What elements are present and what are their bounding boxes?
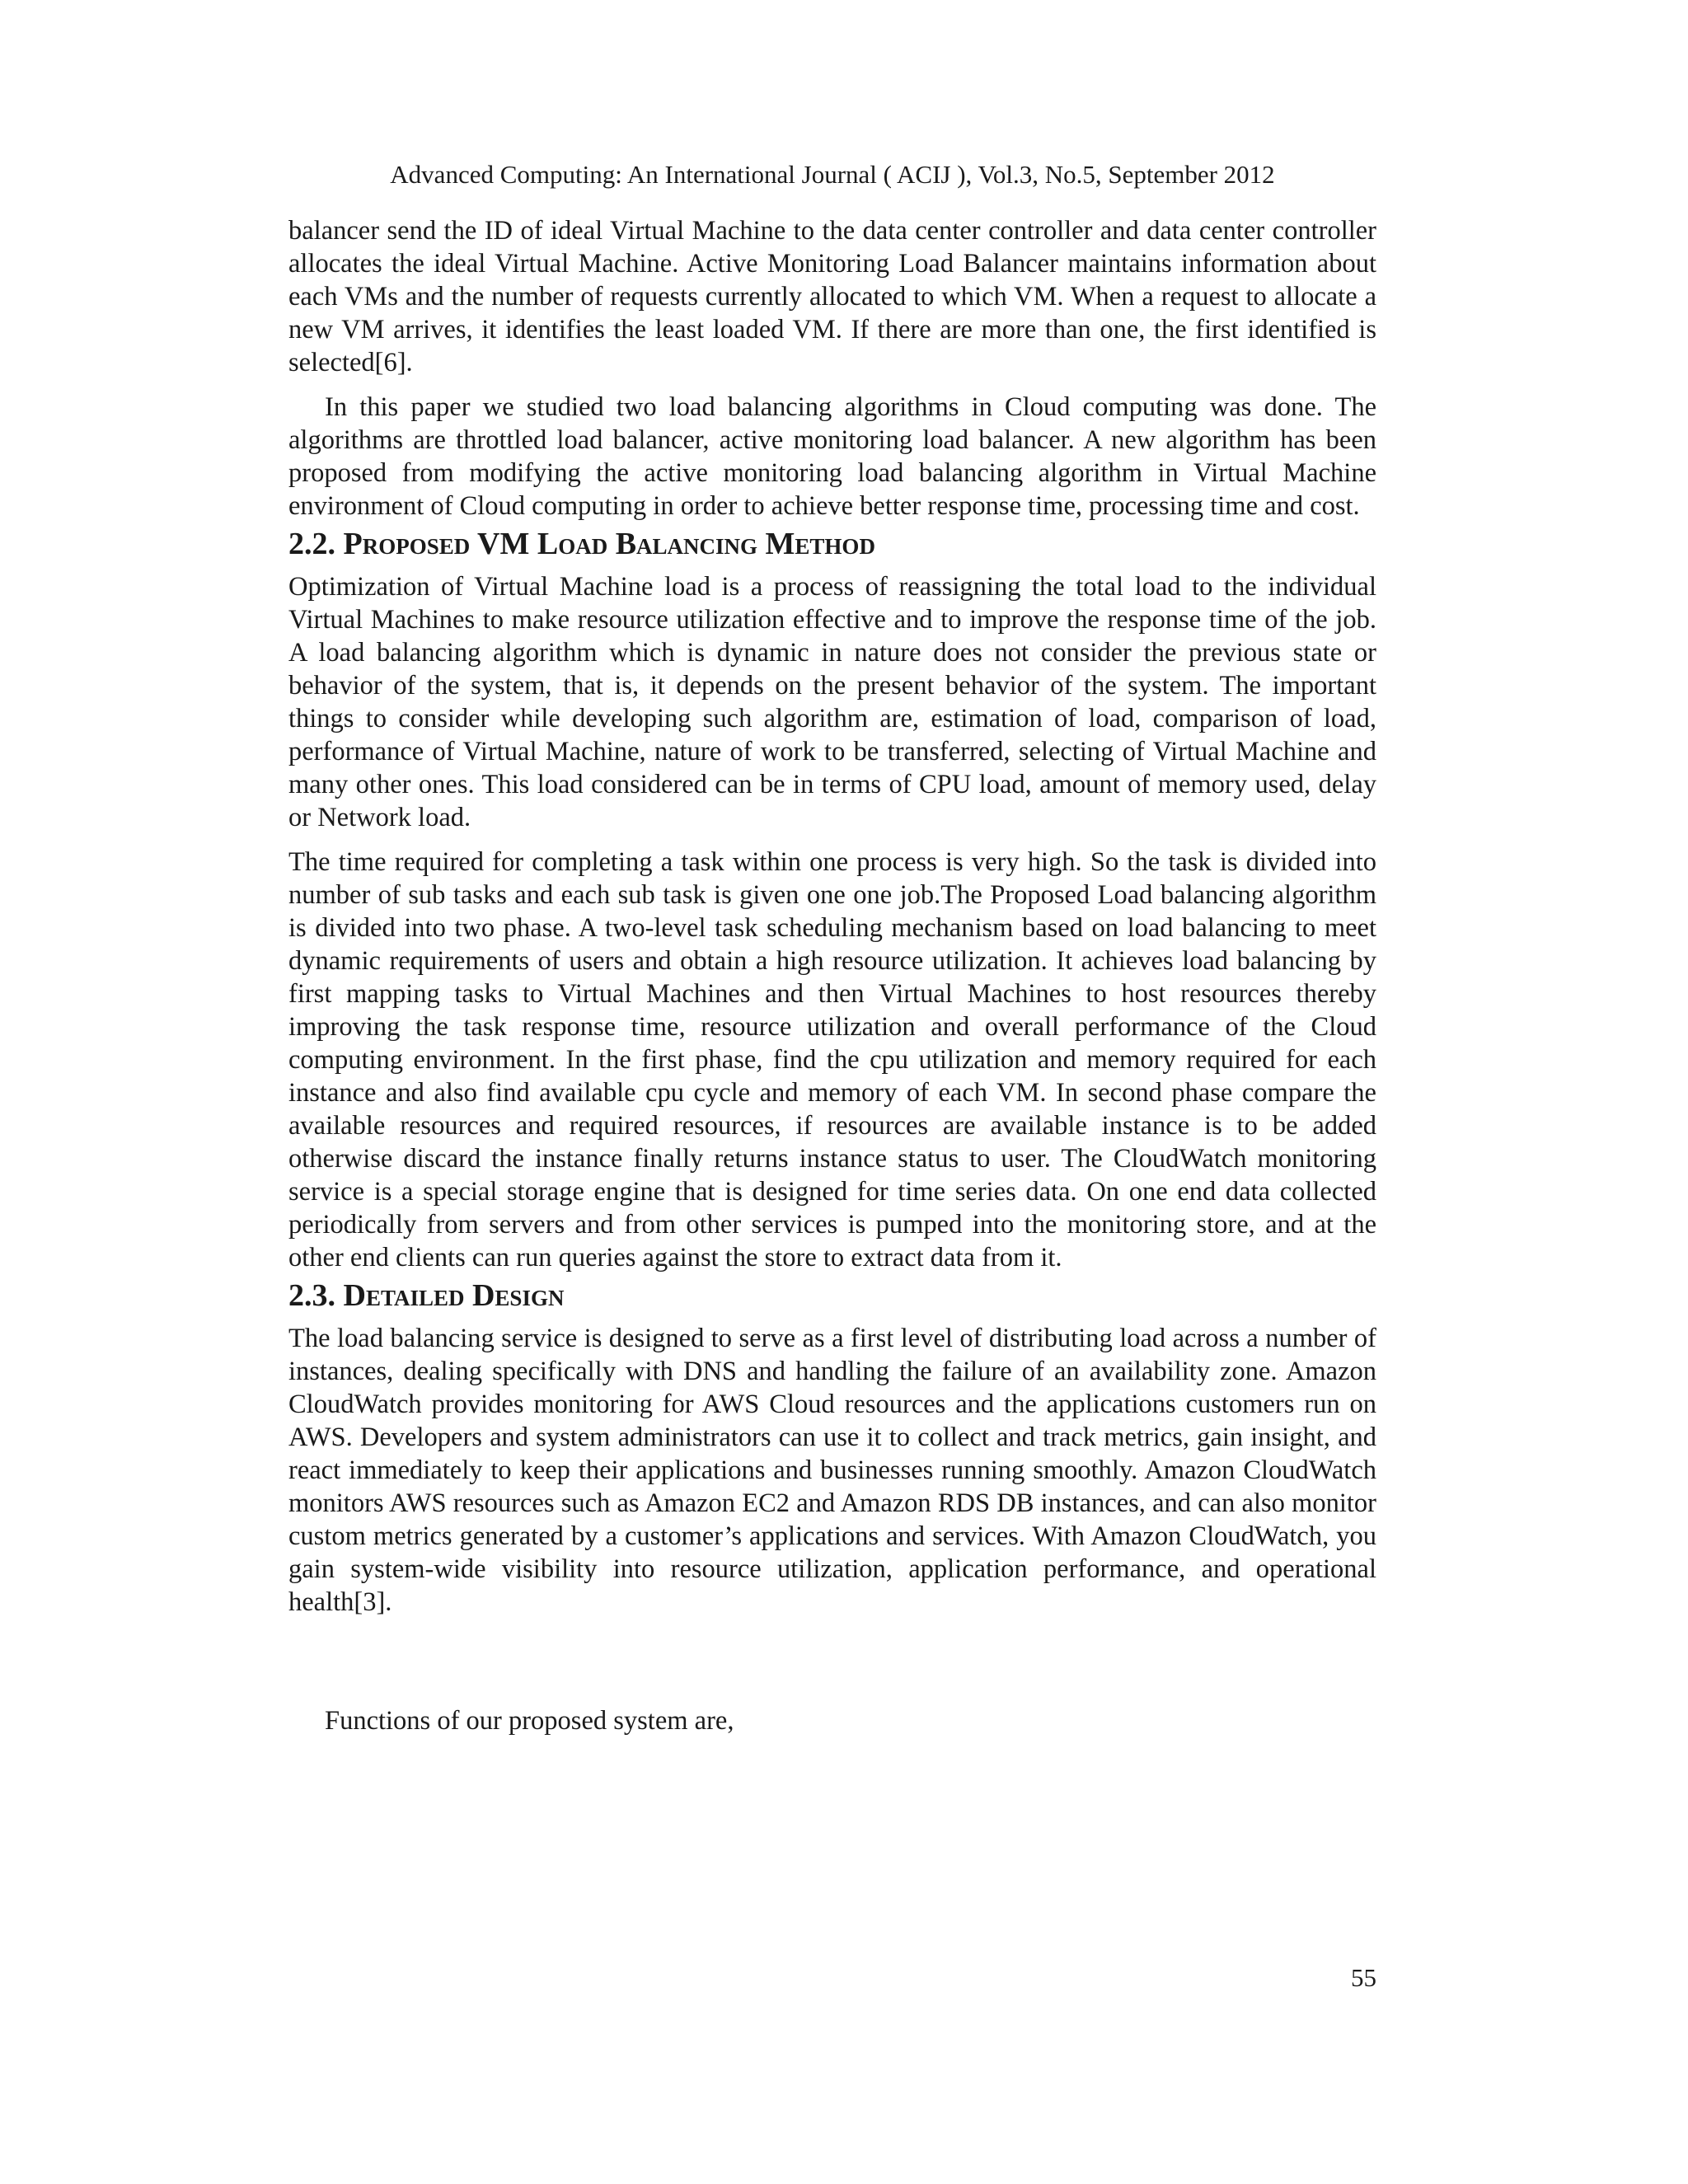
section-title: Proposed VM Load Balancing Method	[343, 527, 875, 561]
running-header: Advanced Computing: An International Journal ( ACIJ ), Vol.3, No.5, September 2012	[390, 160, 1275, 189]
section-number: 2.2.	[288, 527, 344, 561]
paragraph-vm-optimization: Optimization of Virtual Machine load is a process of reassigning the total load to the individual Virtual Machines to make resource utilization effective and to improve the response time of the job. A load balancing algorithm which is dynamic in nature does not consider the previous state or behavior of the system, that is, it depends on the present behavior of the system. The important things to consider while developing such algorithm are, estimation of load, comparison of load, performance of Virtual Machine, nature of work to be transferred, selecting of Virtual Machine and many other ones. This load considered can be in terms of CPU load, amount of memory used, delay or Network load.	[288, 572, 1376, 832]
section-heading-2-2	[288, 523, 1376, 570]
paragraph-load-balancer-intro: balancer send the ID of ideal Virtual Machine to the data center controller and data center controller allocates the ideal Virtual Machine. Active Monitoring Load Balancer maintains information about each VMs and the number of requests currently allocated to which VM. When a request to allocate a new VM arrives, it identifies the least loaded VM. If there are more than one, the first identified is selected[6].	[288, 216, 1376, 377]
paragraph-two-phase-algorithm: The time required for completing a task within one process is very high. So the task is divided into number of sub tasks and each sub task is given one one job.The Proposed Load balancing algorithm is divided into two phase. A two-level task scheduling mechanism based on load balancing to meet dynamic requirements of users and obtain a high resource utilization. It achieves load balancing by first mapping tasks to Virtual Machines and then Virtual Machines to host resources thereby improving the task response time, resource utilization and overall performance of the Cloud computing environment. In the first phase, find the cpu utilization and memory required for each instance and also find available cpu cycle and memory of each VM. In second phase compare the available resources and required resources, if resources are available instance is to be added otherwise discard the instance finally returns instance status to user. The CloudWatch monitoring service is a special storage engine that is designed for time series data. On one end data collected periodically from servers and from other services is pumped into the monitoring store, and at the other end clients can run queries against the store to extract data from it.	[288, 847, 1376, 1272]
paragraph-studied-algorithms: In this paper we studied two load balancing algorithms in Cloud computing was done. The algorithms are throttled load balancer, active monitoring load balancer. A new algorithm has been proposed from modifying the active monitoring load balancing algorithm in Virtual Machine environment of Cloud computing in order to achieve better response time, processing time and cost.	[288, 392, 1376, 521]
paragraph-cloudwatch: The load balancing service is designed to serve as a first level of distributing load across a number of instances, dealing specifically with DNS and handling the failure of an availability zone. Amazon CloudWatch provides monitoring for AWS Cloud resources and the applications customers run on AWS. Developers and system administrators can use it to collect and track metrics, gain insight, and react immediately to keep their applications and businesses running smoothly. Amazon CloudWatch monitors AWS resources such as Amazon EC2 and Amazon RDS DB instances, and can also monitor custom metrics generated by a customer’s applications and services. With Amazon CloudWatch, you gain system-wide visibility into resource utilization, application performance, and operational health[3].	[288, 1324, 1376, 1617]
section-title: Detailed Design	[343, 1278, 565, 1313]
paragraph-functions-intro: Functions of our proposed system are,	[325, 1706, 734, 1736]
section-number: 2.3.	[288, 1278, 344, 1313]
page-body	[288, 214, 1376, 1737]
page-number: 55	[1351, 1963, 1376, 1992]
section-heading-2-3	[288, 1274, 1376, 1322]
